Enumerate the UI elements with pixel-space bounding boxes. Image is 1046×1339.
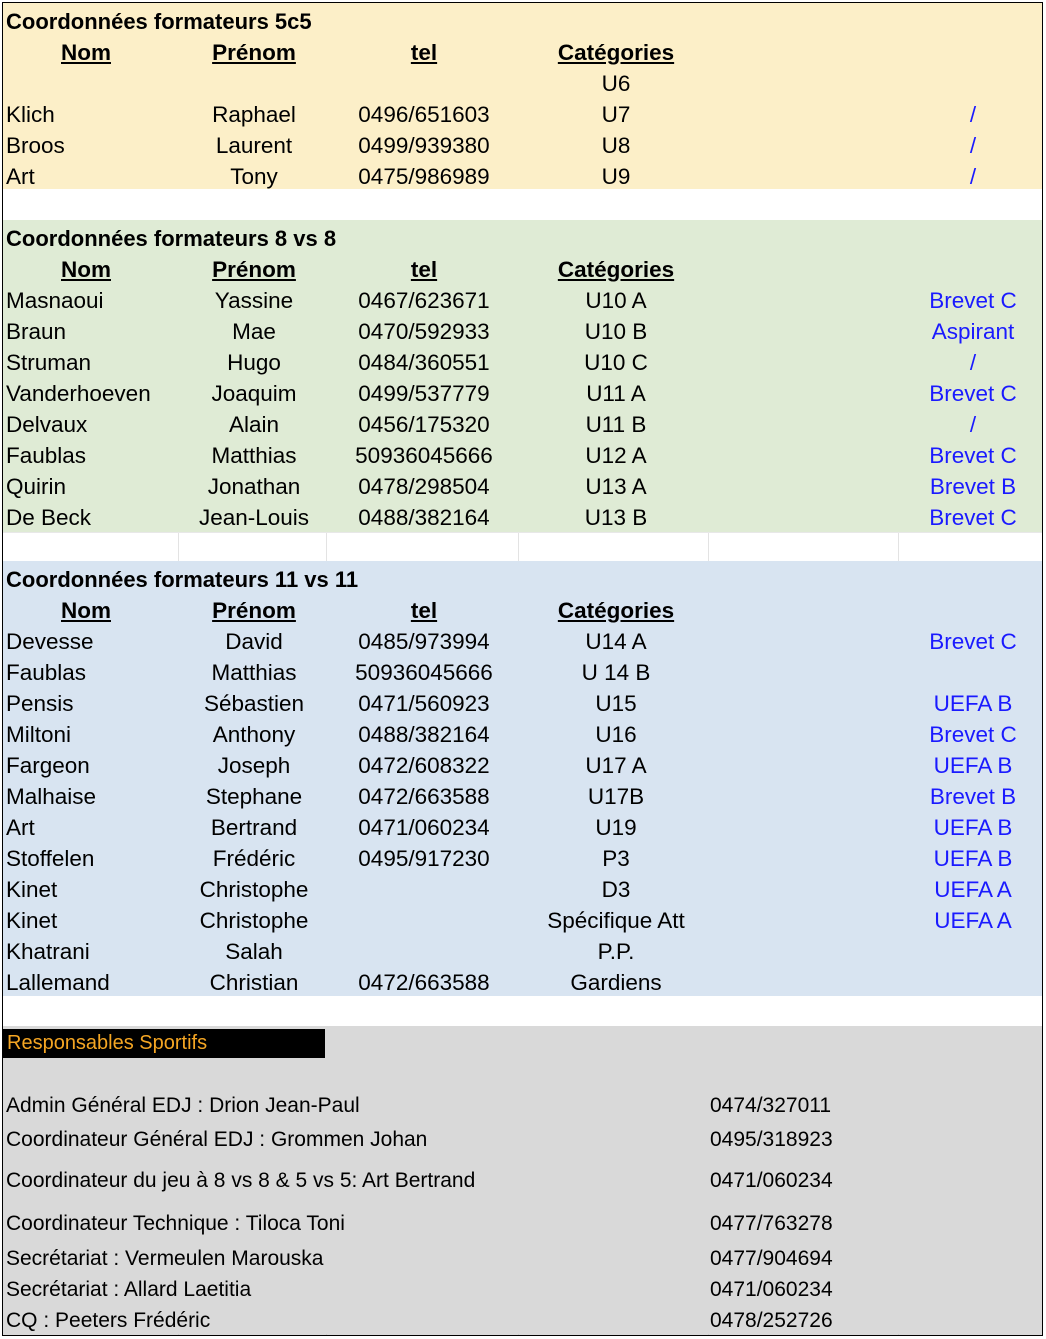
header-categories: Catégories (557, 598, 675, 623)
cell-categorie: Gardiens (570, 970, 662, 995)
cell-nom: Stoffelen (6, 846, 95, 871)
cell-nom: Khatrani (6, 939, 90, 964)
table-row (3, 657, 1043, 688)
spacer-row (3, 532, 1043, 562)
header-tel: tel (410, 598, 438, 623)
cell-tel: 50936045666 (355, 443, 493, 468)
cell-categorie: U 14 B (581, 660, 651, 685)
table-row (3, 161, 1043, 192)
cell-prenom: Jean-Louis (198, 505, 310, 530)
cell-nom: Faublas (6, 443, 87, 468)
cell-diplome: UEFA A (934, 877, 1012, 902)
responsable-tel: 0471/060234 (710, 1169, 833, 1192)
cell-nom: Quirin (6, 474, 67, 499)
responsables-title: Responsables Sportifs (3, 1029, 325, 1058)
cell-tel: 50936045666 (355, 660, 493, 685)
cell-nom: De Beck (6, 505, 92, 530)
spacer-row (3, 189, 1043, 220)
table-row (3, 130, 1043, 161)
responsable-role: Coordinateur du jeu à 8 vs 8 & 5 vs 5: Art Bertrand (6, 1169, 476, 1192)
cell-tel: 0499/939380 (358, 133, 490, 158)
cell-categorie: P3 (602, 846, 630, 871)
cell-tel: 0496/651603 (358, 102, 490, 127)
cell-prenom: Joseph (217, 753, 291, 778)
cell-nom: Klich (6, 102, 55, 127)
section-title: Coordonnées formateurs 8 vs 8 (6, 226, 337, 251)
cell-categorie: U9 (601, 164, 631, 189)
cell-categorie: P.P. (597, 939, 635, 964)
cell-categorie: U10 A (585, 288, 647, 313)
cell-diplome: Brevet C (929, 288, 1017, 313)
cell-categorie: U10 B (584, 319, 648, 344)
header-categories: Catégories (557, 257, 675, 282)
responsable-role: Admin Général EDJ : Drion Jean-Paul (6, 1094, 360, 1117)
cell-tel: 0470/592933 (358, 319, 490, 344)
cell-tel: 0475/986989 (358, 164, 490, 189)
cell-nom: Delvaux (6, 412, 88, 437)
cell-prenom: Jonathan (207, 474, 301, 499)
table-row (3, 378, 1043, 409)
cell-tel: 0472/663588 (358, 784, 490, 809)
cell-prenom: Mae (232, 319, 276, 344)
cell-tel: 0488/382164 (358, 505, 490, 530)
cell-nom: Struman (6, 350, 92, 375)
cell-nom: Kinet (6, 908, 58, 933)
cell-prenom: Matthias (211, 443, 297, 468)
cell-nom: Miltoni (6, 722, 72, 747)
cell-prenom: Raphael (212, 102, 296, 127)
cell-tel: 0471/060234 (358, 815, 490, 840)
table-row (3, 874, 1043, 905)
cell-prenom: Anthony (212, 722, 296, 747)
table-header (3, 595, 1043, 626)
header-nom: Nom (61, 257, 111, 282)
cell-prenom: Bertrand (210, 815, 298, 840)
cell-prenom: David (225, 629, 283, 654)
cell-categorie: U8 (601, 133, 631, 158)
cell-nom: Braun (6, 319, 67, 344)
cell-categorie: U14 A (585, 629, 647, 654)
cell-prenom: Frédéric (212, 846, 296, 871)
table-row (3, 471, 1043, 502)
cell-tel: 0471/560923 (358, 691, 490, 716)
cell-prenom: Salah (225, 939, 283, 964)
cell-diplome: UEFA A (934, 908, 1012, 933)
cell-diplome: UEFA B (933, 846, 1013, 871)
cell-prenom: Yassine (214, 288, 294, 313)
cell-prenom: Tony (230, 164, 278, 189)
cell-diplome: Aspirant (931, 319, 1015, 344)
cell-categorie: U15 (595, 691, 637, 716)
cell-categorie: U11 A (586, 381, 646, 406)
cell-categorie: Spécifique Att (547, 908, 685, 933)
cell-prenom: Christian (209, 970, 299, 995)
table-row (3, 409, 1043, 440)
table-row (3, 99, 1043, 130)
cell-prenom: Matthias (211, 660, 297, 685)
header-categories: Catégories (557, 40, 675, 65)
cell-prenom: Christophe (199, 908, 309, 933)
table-row (3, 905, 1043, 936)
cell-tel: 0472/663588 (358, 970, 490, 995)
cell-categorie: U13 B (584, 505, 648, 530)
header-nom: Nom (61, 598, 111, 623)
table-row (3, 812, 1043, 843)
cell-diplome: Brevet C (929, 629, 1017, 654)
cell-nom: Art (6, 815, 35, 840)
cell-categorie: U7 (601, 102, 631, 127)
header-tel: tel (410, 40, 438, 65)
table-row (3, 750, 1043, 781)
table-header (3, 254, 1043, 285)
cell-tel: 0484/360551 (358, 350, 490, 375)
cell-nom: Kinet (6, 877, 58, 902)
responsable-tel: 0477/904694 (710, 1247, 833, 1270)
cell-categorie: U19 (595, 815, 637, 840)
cell-diplome: / (969, 164, 977, 189)
spreadsheet (2, 2, 1043, 1336)
cell-prenom: Laurent (215, 133, 293, 158)
table-row (3, 719, 1043, 750)
cell-diplome: / (969, 350, 977, 375)
cell-categorie: U17B (587, 784, 645, 809)
cell-prenom: Stephane (205, 784, 303, 809)
cell-diplome: Brevet B (929, 784, 1017, 809)
table-row (3, 843, 1043, 874)
section-5c5 (3, 3, 1043, 189)
table-row (3, 688, 1043, 719)
cell-tel: 0467/623671 (358, 288, 490, 313)
cell-diplome: Brevet C (929, 722, 1017, 747)
cell-nom: Devesse (6, 629, 94, 654)
table-row (3, 502, 1043, 533)
table-row (3, 347, 1043, 378)
responsable-role: Secrétariat : Vermeulen Marouska (6, 1247, 324, 1270)
header-tel: tel (410, 257, 438, 282)
responsable-role: Coordinateur Général EDJ : Grommen Johan (6, 1128, 428, 1151)
table-row (3, 626, 1043, 657)
cell-nom: Lallemand (6, 970, 110, 995)
table-row (3, 440, 1043, 471)
header-prenom: Prénom (212, 40, 296, 65)
cell-prenom: Christophe (199, 877, 309, 902)
cell-categorie: U12 A (585, 443, 647, 468)
cell-nom: Malhaise (6, 784, 97, 809)
cell-tel: 0495/917230 (358, 846, 490, 871)
cell-tel: 0488/382164 (358, 722, 490, 747)
table-row (3, 781, 1043, 812)
section-responsables (3, 1026, 1043, 1336)
cell-prenom: Sébastien (203, 691, 305, 716)
cell-tel: 0478/298504 (358, 474, 490, 499)
cell-prenom: Hugo (227, 350, 281, 375)
header-nom: Nom (61, 40, 111, 65)
section-title: Coordonnées formateurs 11 vs 11 (6, 567, 359, 592)
cell-tel: 0472/608322 (358, 753, 490, 778)
cell-diplome: Brevet B (929, 474, 1017, 499)
section-11vs11 (3, 561, 1043, 996)
cell-nom: Art (6, 164, 35, 189)
cell-nom: Faublas (6, 660, 87, 685)
cell-tel: 0485/973994 (358, 629, 490, 654)
cell-tel: 0456/175320 (358, 412, 490, 437)
table-row (3, 936, 1043, 967)
cell-categorie: U6 (601, 71, 631, 96)
cell-categorie: D3 (601, 877, 631, 902)
cell-nom: Masnaoui (6, 288, 104, 313)
responsable-role: Secrétariat : Allard Laetitia (6, 1278, 252, 1301)
cell-nom: Pensis (6, 691, 74, 716)
responsable-tel: 0471/060234 (710, 1278, 833, 1301)
table-row (3, 68, 1043, 99)
cell-categorie: U16 (595, 722, 637, 747)
cell-nom: Vanderhoeven (6, 381, 151, 406)
responsable-tel: 0478/252726 (710, 1309, 833, 1332)
cell-categorie: U17 A (585, 753, 647, 778)
table-row (3, 316, 1043, 347)
responsable-role: CQ : Peeters Frédéric (6, 1309, 211, 1332)
cell-categorie: U10 C (584, 350, 648, 375)
cell-nom: Fargeon (6, 753, 90, 778)
spacer-row (3, 996, 1043, 1026)
cell-categorie: U11 B (585, 412, 647, 437)
cell-tel: 0499/537779 (358, 381, 490, 406)
responsable-tel: 0477/763278 (710, 1212, 833, 1235)
cell-nom: Broos (6, 133, 65, 158)
header-prenom: Prénom (212, 257, 296, 282)
section-8vs8 (3, 220, 1043, 532)
table-header (3, 37, 1043, 68)
cell-diplome: Brevet C (929, 443, 1017, 468)
cell-diplome: / (969, 102, 977, 127)
cell-prenom: Joaquim (211, 381, 297, 406)
cell-diplome: UEFA B (933, 691, 1013, 716)
section-title: Coordonnées formateurs 5c5 (6, 9, 312, 34)
responsable-role: Coordinateur Technique : Tiloca Toni (6, 1212, 345, 1235)
cell-diplome: Brevet C (929, 381, 1017, 406)
header-prenom: Prénom (212, 598, 296, 623)
responsable-tel: 0495/318923 (710, 1128, 833, 1151)
table-row (3, 285, 1043, 316)
cell-diplome: UEFA B (933, 815, 1013, 840)
responsable-tel: 0474/327011 (710, 1094, 832, 1117)
cell-diplome: / (969, 412, 977, 437)
table-row (3, 967, 1043, 998)
cell-prenom: Alain (228, 412, 280, 437)
cell-categorie: U13 A (585, 474, 647, 499)
cell-diplome: UEFA B (933, 753, 1013, 778)
cell-diplome: Brevet C (929, 505, 1017, 530)
cell-diplome: / (969, 133, 977, 158)
